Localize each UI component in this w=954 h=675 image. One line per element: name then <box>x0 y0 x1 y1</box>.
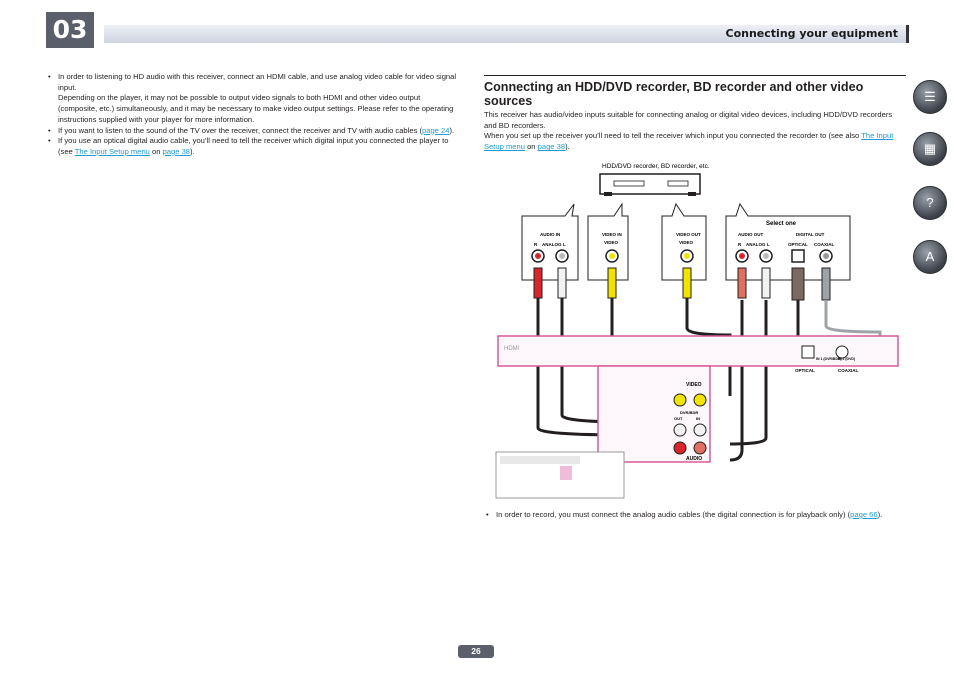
svg-text:VIDEO OUT: VIDEO OUT <box>676 232 701 237</box>
intro-paragraph: This receiver has audio/video inputs suitable for connecting analog or digital video devices, including HDD/DVD recorders and BD recorders. <box>484 110 893 130</box>
connection-diagram <box>490 160 900 500</box>
svg-text:L: L <box>563 242 566 247</box>
svg-text:AUDIO: AUDIO <box>686 456 703 462</box>
bullet-optical: • If you use an optical digital audio cable, you’ll need to tell the receiver which digital input you connected the player to (see The Input Setup menu on page 38). <box>58 136 458 157</box>
recording-note: • In order to record, you must connect the analog audio cables (the digital connection is for playback only) (page 66). <box>484 510 908 521</box>
svg-text:IN 1 (DVR/BDR): IN 1 (DVR/BDR) <box>816 357 842 361</box>
remote-icon[interactable]: ▦ <box>913 132 947 166</box>
svg-text:IN: IN <box>696 416 700 421</box>
svg-text:ANALOG: ANALOG <box>542 242 562 247</box>
svg-text:R: R <box>534 242 538 247</box>
link-page-66[interactable]: page 66 <box>850 510 878 519</box>
left-column <box>46 72 458 158</box>
svg-text:R: R <box>738 242 742 247</box>
svg-text:COAXIAL: COAXIAL <box>814 242 835 247</box>
svg-text:COAXIAL: COAXIAL <box>838 368 859 373</box>
section-title: Connecting your equipment <box>725 27 898 40</box>
bullet-tv-sound: • If you want to listen to the sound of the TV over the receiver, connect the receiver and TV with audio cables (page 24). <box>58 126 458 137</box>
header-bar <box>104 25 909 43</box>
section-heading: Connecting an HDD/DVD recorder, BD recorder and other video sources <box>484 75 906 108</box>
receiver-thumbnail <box>496 452 624 498</box>
svg-text:VIDEO: VIDEO <box>679 240 694 245</box>
svg-text:AUDIO IN: AUDIO IN <box>540 232 561 237</box>
svg-text:HDMI: HDMI <box>504 346 520 352</box>
svg-text:ANALOG: ANALOG <box>746 242 766 247</box>
question-icon[interactable]: ? <box>913 186 947 220</box>
callout-audio-in <box>522 204 578 280</box>
link-page-24[interactable]: page 24 <box>422 125 450 135</box>
recorder-device <box>600 174 700 196</box>
link-input-setup-2[interactable]: The Input Setup menu <box>484 131 894 152</box>
svg-text:DIGITAL OUT: DIGITAL OUT <box>796 232 825 237</box>
chapter-number: 03 <box>46 12 94 48</box>
svg-text:VIDEO: VIDEO <box>604 240 619 245</box>
svg-text:OPTICAL: OPTICAL <box>788 242 808 247</box>
svg-text:AUDIO OUT: AUDIO OUT <box>738 232 764 237</box>
glossary-icon[interactable]: A <box>913 240 947 274</box>
svg-text:OUT: OUT <box>674 416 683 421</box>
svg-text:L: L <box>767 242 770 247</box>
page-number: 26 <box>458 645 494 658</box>
svg-text:IN 2 (DVD): IN 2 (DVD) <box>838 357 856 361</box>
svg-text:VIDEO IN: VIDEO IN <box>602 232 622 237</box>
section-intro <box>484 110 906 153</box>
book-icon[interactable]: ☰ <box>913 80 947 114</box>
receiver-panel <box>498 336 898 462</box>
svg-text:VIDEO: VIDEO <box>686 382 702 388</box>
svg-text:OPTICAL: OPTICAL <box>795 368 815 373</box>
device-caption: HDD/DVD recorder, BD recorder, etc. <box>602 163 710 170</box>
svg-text:DVR/BDR: DVR/BDR <box>680 410 699 415</box>
link-input-setup[interactable]: The Input Setup menu <box>74 146 150 156</box>
link-page-38[interactable]: page 38 <box>162 146 191 156</box>
setup-paragraph: When you set up the receiver you’ll need to tell the receiver which input you connected the recorder to (see also The Input Setup menu on page 38). <box>484 131 894 152</box>
link-page-38-2[interactable]: page 38 <box>537 142 566 152</box>
bullet-hd-audio: • In order to listening to HD audio with this receiver, connect an HDMI cable, and use analog video cable for video signal input. Depending on the player, it may not be possible to output video signals to both HDMI and other video output (composite, etc.) simultaneously, and it may be necessary to make video output settings. Please refer to the operating instructions supplied with your player for more information. <box>58 72 458 126</box>
svg-text:Select one: Select one <box>766 221 797 227</box>
